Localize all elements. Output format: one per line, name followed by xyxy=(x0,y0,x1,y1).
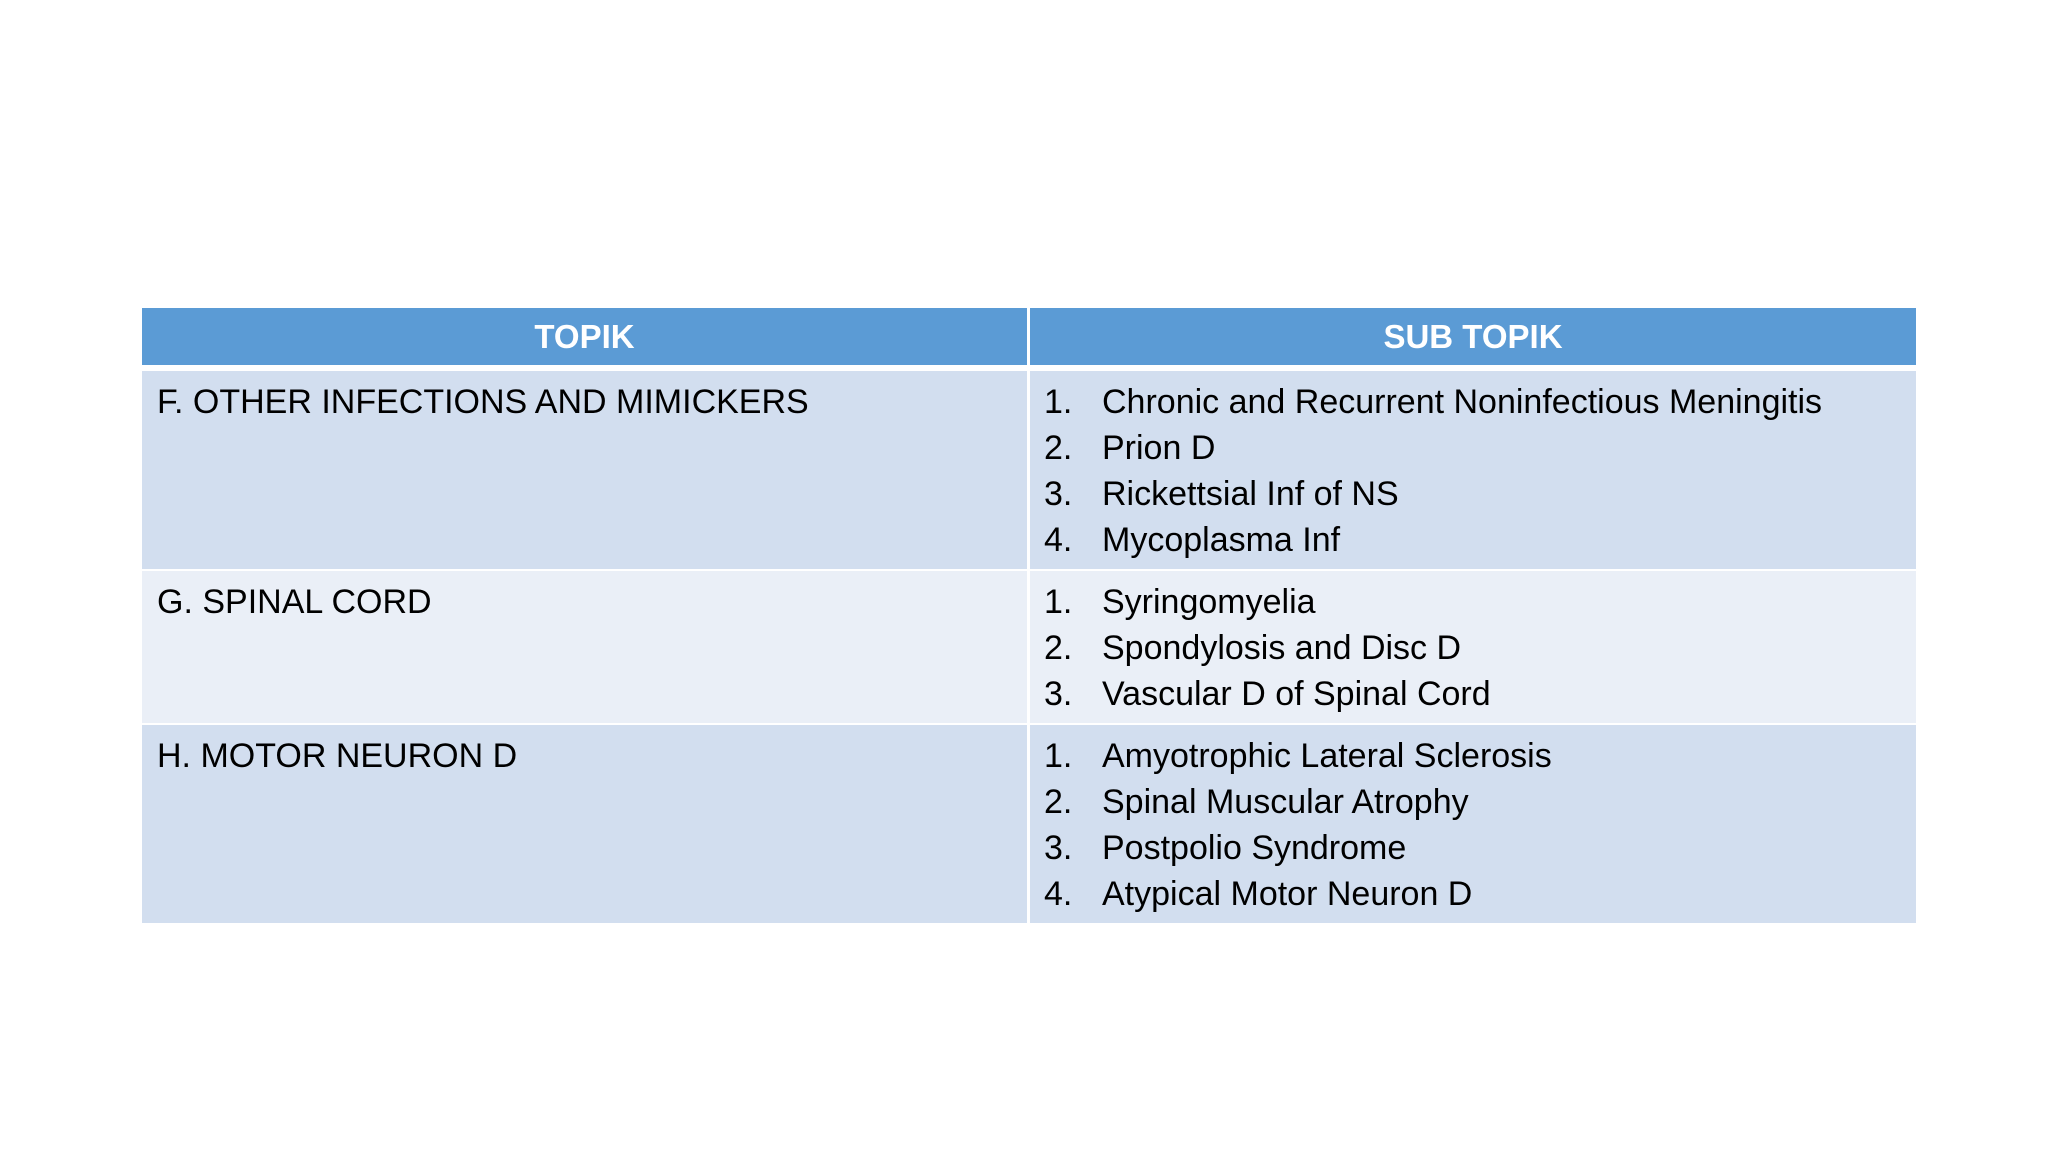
list-number: 1. xyxy=(1044,583,1073,621)
list-item xyxy=(1030,825,1916,871)
topic-label: G. SPINAL CORD xyxy=(157,583,432,621)
subtopic-cell xyxy=(1027,723,1916,923)
subtopic-text: Atypical Motor Neuron D xyxy=(1102,875,1473,913)
subtopic-cell xyxy=(1027,371,1916,569)
list-number: 4. xyxy=(1044,521,1073,559)
topic-cell xyxy=(142,569,1027,723)
table-row xyxy=(142,371,1916,569)
topic-cell xyxy=(142,723,1027,923)
list-item xyxy=(1030,579,1916,625)
subtopic-text: Chronic and Recurrent Noninfectious Meningitis xyxy=(1102,383,1823,421)
subtopic-text: Amyotrophic Lateral Sclerosis xyxy=(1102,737,1552,775)
header-sub-topik: SUB TOPIK xyxy=(1027,308,1916,371)
list-number: 2. xyxy=(1044,783,1073,821)
topic-label: F. OTHER INFECTIONS AND MIMICKERS xyxy=(157,383,809,421)
header-topik: TOPIK xyxy=(142,308,1027,371)
subtopic-cell xyxy=(1027,569,1916,723)
subtopic-text: Vascular D of Spinal Cord xyxy=(1102,675,1491,713)
subtopic-text: Prion D xyxy=(1102,429,1216,467)
list-number: 2. xyxy=(1044,429,1073,467)
list-item xyxy=(1030,671,1916,717)
subtopic-list xyxy=(1030,379,1916,563)
list-item xyxy=(1030,871,1916,917)
subtopic-text: Syringomyelia xyxy=(1102,583,1316,621)
list-item xyxy=(1030,471,1916,517)
table-row xyxy=(142,723,1916,923)
list-number: 1. xyxy=(1044,737,1073,775)
table-header-row xyxy=(142,308,1916,371)
list-number: 2. xyxy=(1044,629,1073,667)
list-item xyxy=(1030,733,1916,779)
subtopic-text: Spondylosis and Disc D xyxy=(1102,629,1462,667)
subtopic-text: Mycoplasma Inf xyxy=(1102,521,1341,559)
list-number: 4. xyxy=(1044,875,1073,913)
subtopic-list xyxy=(1030,579,1916,717)
subtopic-text: Postpolio Syndrome xyxy=(1102,829,1407,867)
subtopic-list xyxy=(1030,733,1916,917)
list-number: 3. xyxy=(1044,829,1073,867)
topic-cell xyxy=(142,371,1027,569)
list-item xyxy=(1030,425,1916,471)
list-item xyxy=(1030,625,1916,671)
topic-table xyxy=(142,308,1916,923)
list-item xyxy=(1030,779,1916,825)
list-number: 1. xyxy=(1044,383,1073,421)
topic-label: H. MOTOR NEURON D xyxy=(157,737,518,775)
subtopic-text: Spinal Muscular Atrophy xyxy=(1102,783,1469,821)
list-number: 3. xyxy=(1044,475,1073,513)
table-row xyxy=(142,569,1916,723)
list-item xyxy=(1030,517,1916,563)
list-number: 3. xyxy=(1044,675,1073,713)
subtopic-text: Rickettsial Inf of NS xyxy=(1102,475,1399,513)
list-item xyxy=(1030,379,1916,425)
